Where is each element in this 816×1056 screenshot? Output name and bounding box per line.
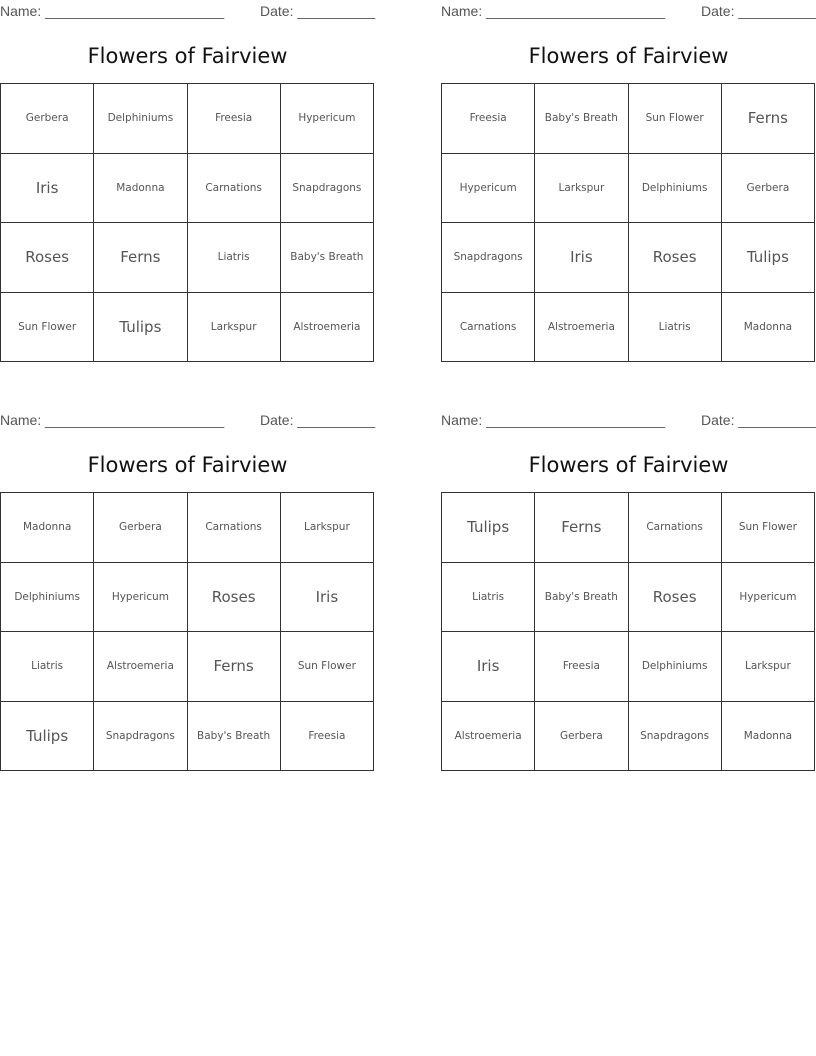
- grid-cell: Sun Flower: [629, 84, 722, 154]
- grid-cell: Roses: [629, 223, 722, 293]
- grid-cell: Gerbera: [94, 493, 187, 563]
- name-line: Name: _______________________: [441, 3, 666, 19]
- grid-cell: Iris: [442, 632, 535, 702]
- grid-cell: Alstroemeria: [94, 632, 187, 702]
- grid-cell: Sun Flower: [722, 493, 815, 563]
- grid-cell: Madonna: [94, 154, 187, 224]
- bingo-card-4: [441, 409, 816, 774]
- grid-cell: Alstroemeria: [281, 293, 374, 363]
- grid-cell: Sun Flower: [1, 293, 94, 363]
- grid-cell: Tulips: [442, 493, 535, 563]
- grid-cell: Ferns: [94, 223, 187, 293]
- grid-cell: Hypericum: [94, 563, 187, 633]
- grid-cell: Ferns: [188, 632, 281, 702]
- grid-cell: Baby's Breath: [535, 84, 628, 154]
- grid-cell: Gerbera: [535, 702, 628, 772]
- bingo-card-1: [0, 0, 375, 365]
- grid-cell: Madonna: [722, 702, 815, 772]
- grid-cell: Snapdragons: [281, 154, 374, 224]
- card-title: Flowers of Fairview: [528, 44, 729, 68]
- grid-cell: Larkspur: [188, 293, 281, 363]
- date-line: Date: __________: [260, 412, 376, 428]
- bingo-grid: [441, 83, 815, 362]
- grid-cell: Baby's Breath: [188, 702, 281, 772]
- grid-cell: Larkspur: [722, 632, 815, 702]
- grid-cell: Hypericum: [442, 154, 535, 224]
- grid-cell: Freesia: [188, 84, 281, 154]
- grid-cell: Liatris: [1, 632, 94, 702]
- grid-cell: Iris: [281, 563, 374, 633]
- grid-cell: Sun Flower: [281, 632, 374, 702]
- grid-cell: Snapdragons: [442, 223, 535, 293]
- bingo-grid: [0, 492, 374, 771]
- grid-cell: Tulips: [1, 702, 94, 772]
- grid-cell: Ferns: [535, 493, 628, 563]
- grid-cell: Carnations: [442, 293, 535, 363]
- grid-cell: Ferns: [722, 84, 815, 154]
- grid-cell: Gerbera: [1, 84, 94, 154]
- grid-cell: Baby's Breath: [281, 223, 374, 293]
- grid-cell: Delphiniums: [629, 632, 722, 702]
- bingo-grid: [0, 83, 374, 362]
- date-line: Date: __________: [701, 3, 816, 19]
- grid-cell: Hypericum: [722, 563, 815, 633]
- grid-cell: Liatris: [629, 293, 722, 363]
- grid-cell: Roses: [1, 223, 94, 293]
- grid-cell: Snapdragons: [629, 702, 722, 772]
- grid-cell: Iris: [535, 223, 628, 293]
- bingo-grid: [441, 492, 815, 771]
- name-line: Name: _______________________: [441, 412, 666, 428]
- grid-cell: Alstroemeria: [442, 702, 535, 772]
- card-title: Flowers of Fairview: [87, 44, 288, 68]
- grid-cell: Iris: [1, 154, 94, 224]
- grid-cell: Roses: [188, 563, 281, 633]
- grid-cell: Carnations: [188, 154, 281, 224]
- grid-cell: Liatris: [188, 223, 281, 293]
- grid-cell: Delphiniums: [629, 154, 722, 224]
- name-line: Name: _______________________: [0, 3, 225, 19]
- grid-cell: Alstroemeria: [535, 293, 628, 363]
- grid-cell: Hypericum: [281, 84, 374, 154]
- grid-cell: Snapdragons: [94, 702, 187, 772]
- grid-cell: Madonna: [1, 493, 94, 563]
- grid-cell: Tulips: [94, 293, 187, 363]
- grid-cell: Freesia: [442, 84, 535, 154]
- grid-cell: Larkspur: [281, 493, 374, 563]
- grid-cell: Madonna: [722, 293, 815, 363]
- grid-cell: Delphiniums: [1, 563, 94, 633]
- bingo-card-3: [0, 409, 375, 774]
- bingo-card-2: [441, 0, 816, 365]
- grid-cell: Freesia: [281, 702, 374, 772]
- grid-cell: Roses: [629, 563, 722, 633]
- grid-cell: Tulips: [722, 223, 815, 293]
- grid-cell: Delphiniums: [94, 84, 187, 154]
- card-title: Flowers of Fairview: [528, 453, 729, 477]
- grid-cell: Liatris: [442, 563, 535, 633]
- date-line: Date: __________: [701, 412, 816, 428]
- name-line: Name: _______________________: [0, 412, 225, 428]
- grid-cell: Larkspur: [535, 154, 628, 224]
- grid-cell: Freesia: [535, 632, 628, 702]
- grid-cell: Gerbera: [722, 154, 815, 224]
- grid-cell: Carnations: [188, 493, 281, 563]
- date-line: Date: __________: [260, 3, 376, 19]
- card-title: Flowers of Fairview: [87, 453, 288, 477]
- grid-cell: Baby's Breath: [535, 563, 628, 633]
- grid-cell: Carnations: [629, 493, 722, 563]
